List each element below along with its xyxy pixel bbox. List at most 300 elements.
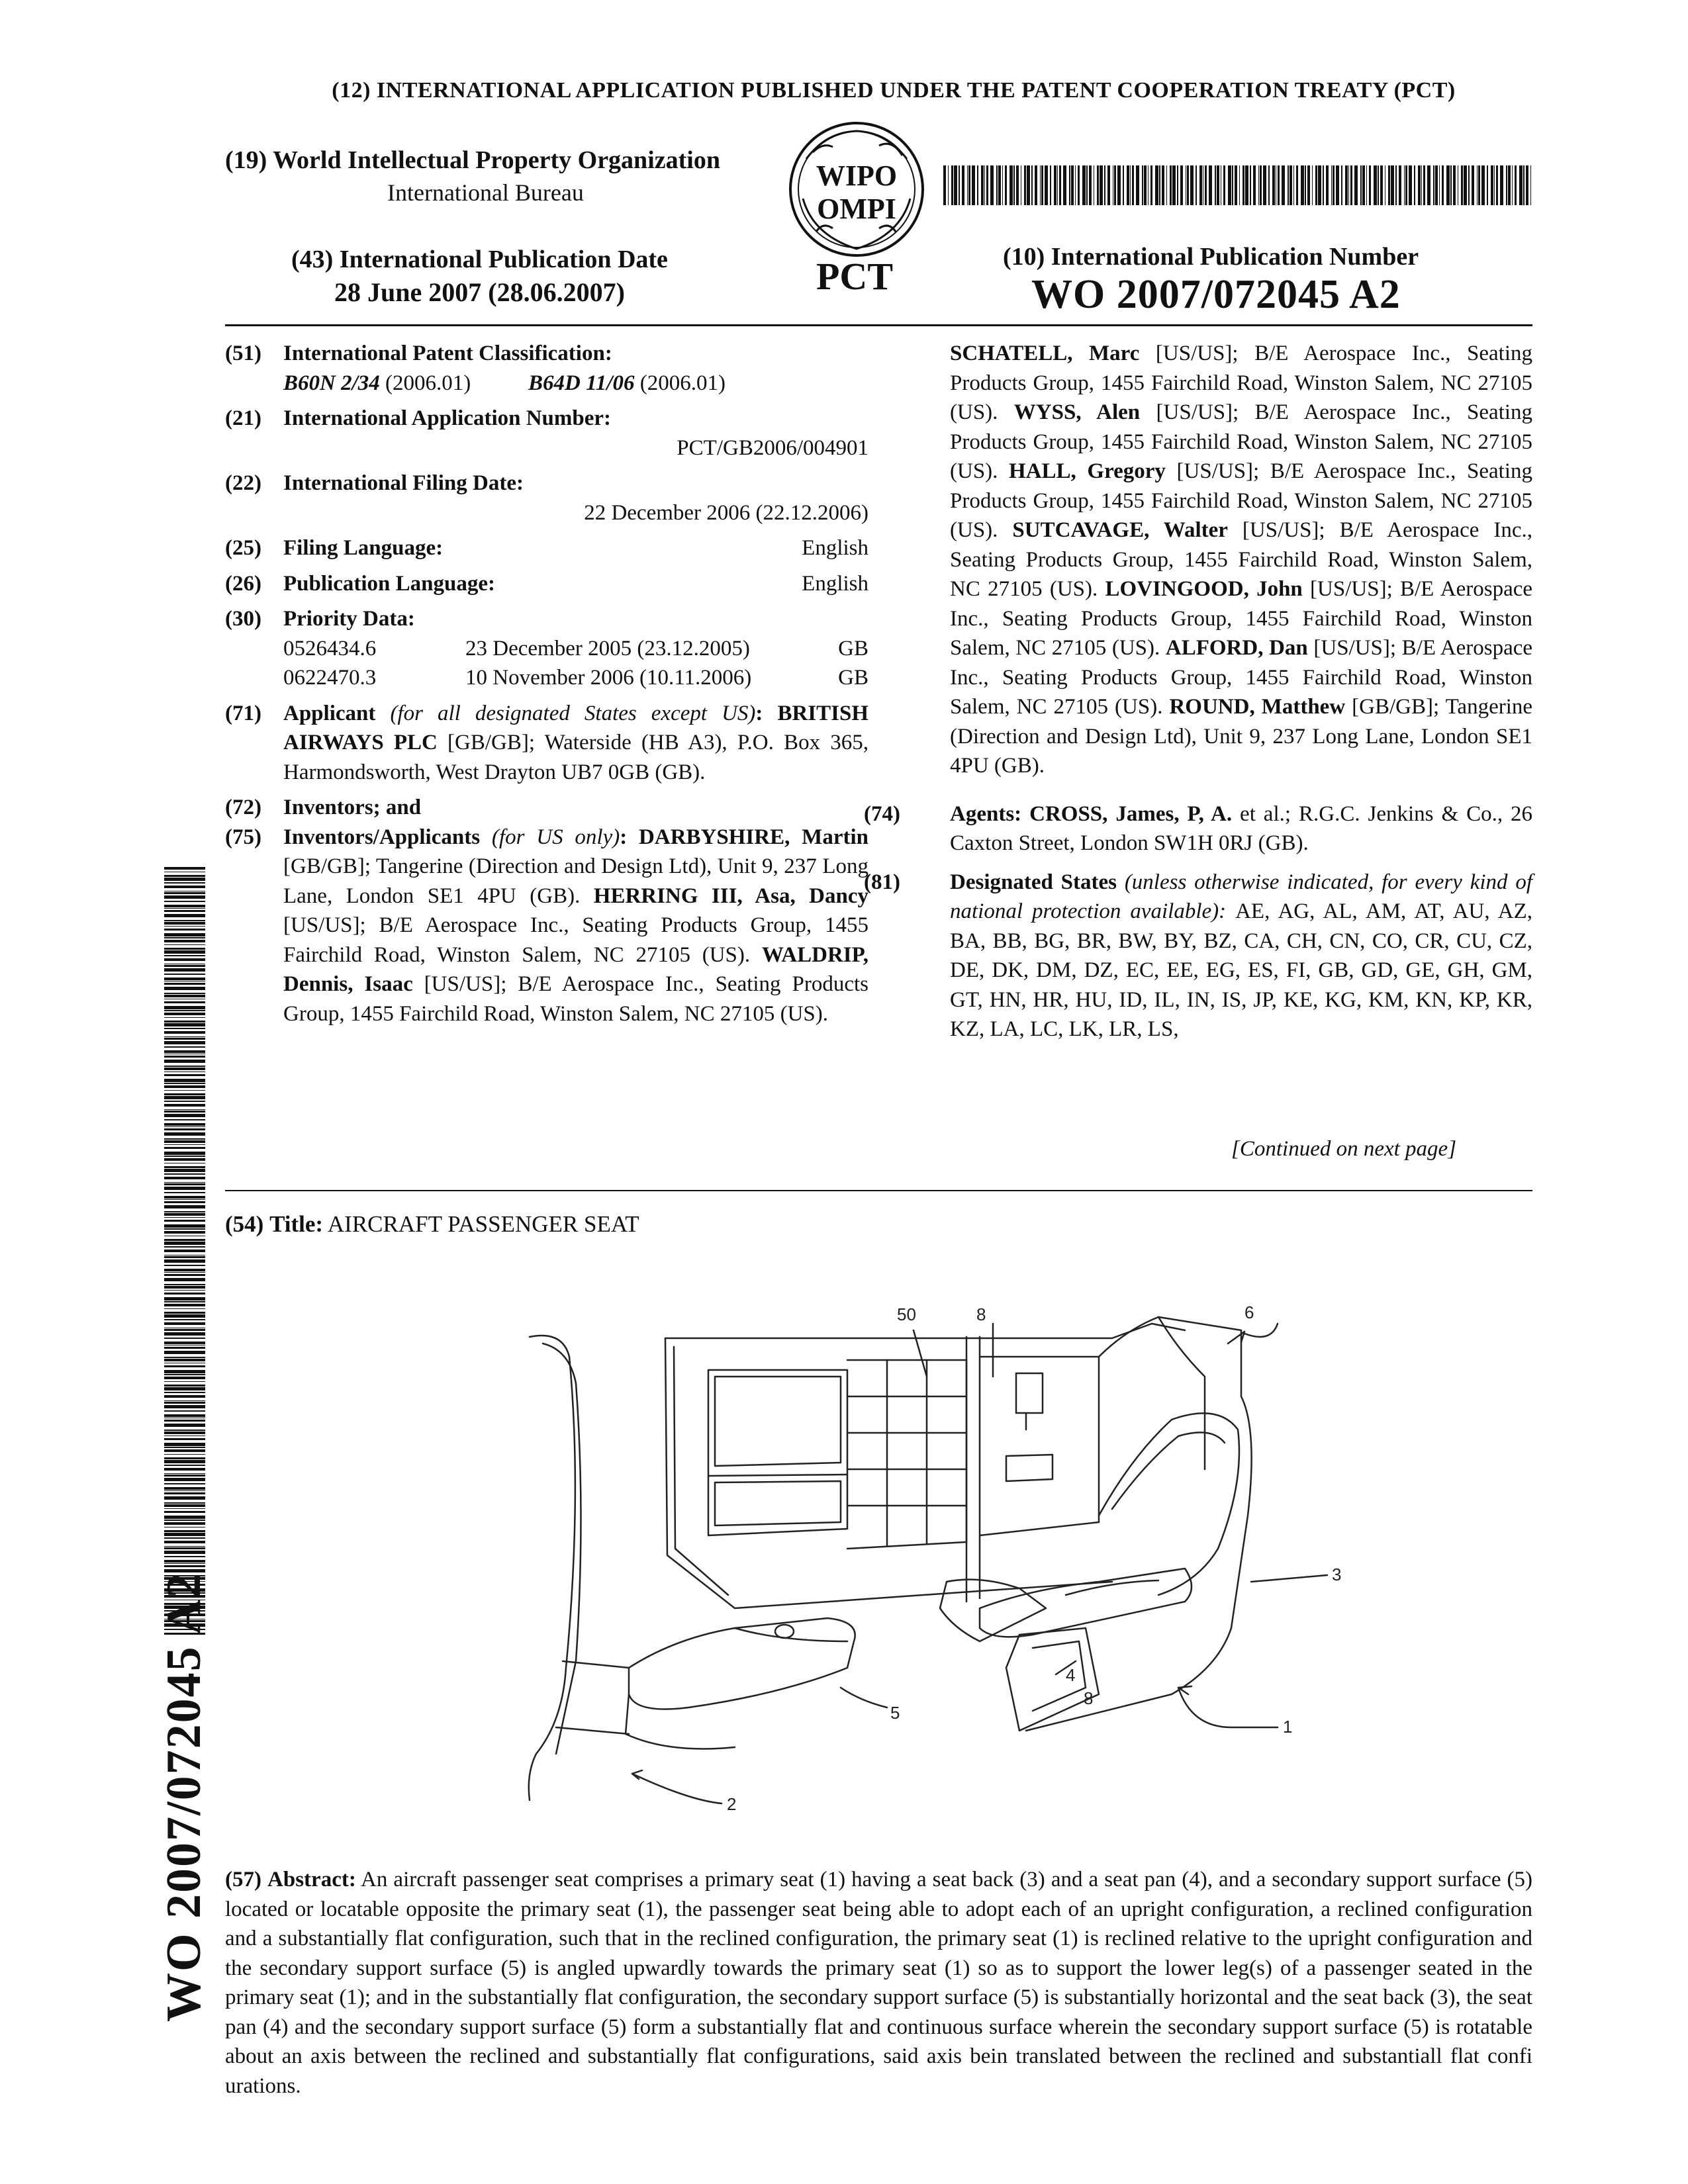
barcode-bar	[972, 165, 975, 205]
seat-drawing-figure	[516, 1297, 1562, 1840]
barcode-bar	[164, 944, 205, 945]
barcode-bar	[1054, 165, 1056, 205]
barcode-bar	[164, 1196, 205, 1199]
treaty-heading: (12) INTERNATIONAL APPLICATION PUBLISHED UNDER THE PATENT COOPERATION TREATY (PCT)	[332, 78, 1456, 103]
barcode-bar	[1144, 165, 1147, 205]
barcode-bar	[1530, 165, 1531, 205]
barcode-bar	[164, 1079, 205, 1082]
field-label: International Patent Classification:	[283, 341, 612, 365]
inventor-details: [US/US]; B/E Aerospace Inc., Seating Products Group, 1455 Fairchild Road, Winston Salem, NC 27105 (US).	[950, 400, 1533, 483]
barcode-bar	[164, 1395, 205, 1398]
barcode-bar	[164, 1487, 205, 1490]
priority-date: 10 November 2006 (10.11.2006)	[465, 666, 752, 690]
barcode-bar	[1123, 165, 1124, 205]
barcode-bar	[164, 1158, 205, 1161]
barcode-bar	[1040, 165, 1041, 205]
barcode-bar	[1190, 165, 1194, 205]
barcode-bar	[1082, 165, 1086, 205]
inventor-details: [US/US]; B/E Aerospace Inc., Seating Products Group, 1455 Fairchild Road, Winston Salem, NC 27105 (US).	[950, 577, 1533, 660]
barcode-bar	[1323, 165, 1324, 205]
barcode-bar	[164, 1038, 205, 1040]
barcode-bar	[1177, 165, 1178, 205]
barcode-bar	[164, 1144, 205, 1145]
barcode-bar	[164, 1119, 205, 1120]
barcode-bar	[1523, 165, 1524, 205]
barcode-bar	[164, 1410, 205, 1412]
barcode-bar	[164, 1147, 205, 1149]
barcode-bar	[164, 1128, 205, 1130]
barcode-bar	[1166, 165, 1167, 205]
barcode-bar	[164, 1090, 205, 1091]
barcode-bar	[164, 1187, 205, 1190]
barcode-bar	[1027, 165, 1030, 205]
barcode-bar	[1078, 165, 1080, 205]
inventors-continued	[950, 339, 1532, 781]
barcode-bar	[1086, 165, 1088, 205]
barcode-bar	[1100, 165, 1103, 205]
figure-reference-label: 5	[890, 1703, 900, 1723]
barcode-bar	[164, 968, 205, 972]
barcode-bar	[164, 1357, 205, 1358]
barcode-bar	[164, 1156, 205, 1157]
barcode-bar	[164, 1166, 205, 1168]
barcode-bar	[164, 1414, 205, 1417]
barcode-bar	[1155, 165, 1158, 205]
field-label: Designated States	[950, 870, 1117, 894]
barcode-bar	[164, 1152, 205, 1155]
barcode-bar	[164, 1370, 205, 1373]
barcode-bar	[164, 1231, 205, 1234]
barcode-bar	[1268, 165, 1270, 205]
barcode-bar	[1461, 165, 1463, 205]
barcode-bar	[164, 1213, 205, 1216]
barcode-bar	[164, 1028, 205, 1029]
barcode-bar	[164, 1250, 205, 1252]
barcode-bar	[1253, 165, 1256, 205]
barcode-bar	[164, 1508, 205, 1509]
barcode-bar	[164, 1516, 205, 1519]
barcode-bar	[1464, 165, 1467, 205]
barcode-bar	[164, 1013, 205, 1015]
barcode-bar	[1350, 165, 1352, 205]
barcode-bar	[164, 878, 205, 881]
field-25	[225, 533, 868, 563]
barcode-bar	[984, 165, 985, 205]
barcode-bar	[1378, 165, 1379, 205]
barcode-bar	[1421, 165, 1422, 205]
inventor-name: DARBYSHIRE, Martin	[639, 825, 868, 849]
barcode-bar	[164, 1201, 205, 1203]
barcode-bar	[1059, 165, 1061, 205]
barcode-bar	[164, 892, 205, 894]
barcode-bar	[1307, 165, 1310, 205]
barcode-bar	[164, 1265, 205, 1266]
barcode-bar	[1427, 165, 1430, 205]
barcode-bar	[164, 933, 205, 936]
barcode-bar	[164, 1533, 205, 1536]
barcode-bar	[1288, 165, 1289, 205]
inventor-details: [US/US]; B/E Aerospace Inc., Seating Products Group, 1455 Fairchild Road, Winston Salem, NC 27105 (US).	[950, 518, 1532, 601]
barcode-bar	[164, 1381, 205, 1382]
field-number: (30)	[225, 607, 261, 631]
barcode-bar	[164, 1083, 205, 1084]
inventor-name: HERRING III, Asa, Dancy	[593, 884, 868, 908]
priority-number: 0622470.3	[283, 666, 377, 690]
barcode-bar	[1450, 165, 1452, 205]
agent-address: et al.; R.G.C. Jenkins & Co., 26 Caxton Street, London SW1H 0RJ (GB).	[950, 801, 1533, 855]
barcode-bar	[968, 165, 970, 205]
barcode-bar	[164, 1560, 205, 1563]
barcode-bar	[164, 1329, 205, 1331]
barcode-bar	[164, 1447, 205, 1448]
barcode-bar	[164, 1031, 205, 1034]
barcode-bar	[164, 1046, 205, 1048]
classification-code: B64D 11/06	[528, 371, 635, 395]
barcode-bar	[164, 1173, 205, 1175]
barcode-bar	[1239, 165, 1240, 205]
barcode-bar	[1491, 165, 1493, 205]
barcode-bar	[164, 1405, 205, 1408]
barcode-bar	[164, 1286, 205, 1289]
barcode-bar	[164, 1274, 205, 1276]
barcode-bar	[164, 958, 205, 961]
barcode-bar	[164, 1036, 205, 1037]
barcode-bar	[164, 1246, 205, 1248]
barcode-bar	[164, 1511, 205, 1513]
barcode-bar	[164, 920, 205, 921]
field-51	[225, 339, 868, 398]
barcode-bar	[164, 1242, 205, 1245]
bibliographic-left-column	[225, 339, 868, 1034]
inventor-name: ALFORD, Dan	[1165, 636, 1308, 660]
barcode-bar	[1293, 165, 1294, 205]
barcode-bar	[164, 1104, 205, 1107]
barcode-bar	[1301, 165, 1304, 205]
barcode-bar	[164, 1023, 205, 1026]
barcode-bar	[1506, 165, 1507, 205]
barcode-bar	[164, 867, 205, 870]
barcode-bar	[1217, 165, 1219, 205]
wipo-seal-logo	[786, 119, 927, 259]
barcode-bar	[164, 1224, 205, 1228]
barcode-bar	[1305, 165, 1306, 205]
inventor-details: [GB/GB]; Tangerine (Direction and Design Ltd), Unit 9, 237 Long Lane, London SE1 4PU (GB).	[283, 854, 868, 908]
barcode-bar	[990, 165, 994, 205]
barcode-bar	[1260, 165, 1262, 205]
barcode-bar	[164, 983, 205, 985]
barcode-bar	[164, 1021, 205, 1023]
barcode-bar	[164, 1050, 205, 1053]
barcode-bar	[1196, 165, 1197, 205]
field-label: Applicant	[283, 701, 376, 725]
barcode-bar	[164, 1301, 205, 1302]
field-number: (22)	[225, 471, 261, 495]
barcode-bar	[164, 1374, 205, 1375]
barcode-bar	[1374, 165, 1377, 205]
barcode-bar	[1508, 165, 1511, 205]
field-75: (75) Inventors/Applicants (for US only): DARBYSHIRE, Martin [GB/GB]; Tangerine (Direction and Design Ltd), Unit 9, 237 Long Lane, London SE1 4PU (GB). HERRING III, Asa, Dancy [US/US]; B/E Aerospace Inc., Seating Products Group, 1455 Fairchild Road, Winston Salem, NC 27105 (US). WALDRIP, Dennis, Isaac [US/US]; B/E Aerospace Inc., Seating Products Group, 1455 Fairchild Road, Winston Salem, NC 27105 (US).	[225, 823, 868, 1029]
barcode-bar	[1228, 165, 1231, 205]
barcode-bar	[1481, 165, 1485, 205]
field-label: Publication Language:	[283, 571, 495, 596]
field-number: (72)	[225, 796, 261, 819]
barcode-bar	[1136, 165, 1139, 205]
field-label: Filing Language:	[283, 536, 444, 560]
barcode-bar	[164, 1400, 205, 1401]
barcode-bar	[1069, 165, 1070, 205]
barcode-bar	[164, 1123, 205, 1126]
side-barcode	[164, 867, 205, 1635]
barcode-bar	[951, 165, 953, 205]
field-number: (74)	[864, 801, 900, 826]
figure-reference-label: 8	[1084, 1688, 1094, 1708]
publication-number-label: (10) International Publication Number	[1003, 243, 1419, 271]
barcode-bar	[164, 1541, 205, 1543]
barcode-bar	[164, 908, 205, 909]
field-number: (51)	[225, 341, 261, 365]
bibliographic-right-column	[864, 339, 1533, 1050]
inventor-details: [US/US]; B/E Aerospace Inc., Seating Products Group, 1455 Fairchild Road, Winston Salem, NC 27105 (US).	[283, 972, 869, 1026]
barcode-bar	[1409, 165, 1412, 205]
barcode-bar	[164, 1502, 205, 1504]
classification-date: (2006.01)	[385, 371, 471, 395]
barcode-bar	[1250, 165, 1251, 205]
figure-reference-label: 2	[727, 1794, 737, 1814]
barcode-bar	[164, 1304, 205, 1306]
barcode-bar	[1278, 165, 1280, 205]
barcode-bar	[164, 1504, 205, 1507]
barcode-bar	[164, 1114, 205, 1117]
barcode-bar	[164, 1342, 205, 1344]
organization-name: (19) World Intellectual Property Organization	[225, 146, 720, 174]
barcode-bar	[1127, 165, 1129, 205]
barcode-bar	[1289, 165, 1292, 205]
priority-date: 23 December 2005 (23.12.2005)	[465, 636, 750, 660]
barcode-bar	[164, 1278, 205, 1281]
agent-name: CROSS, James, P, A.	[1029, 801, 1233, 826]
field-number: (81)	[864, 870, 900, 894]
barcode-bar	[164, 1297, 205, 1300]
barcode-bar	[164, 937, 205, 938]
inventor-name: WALDRIP, Dennis, Isaac	[283, 942, 868, 996]
figure-reference-label: 8	[976, 1304, 986, 1324]
barcode-bar	[1512, 165, 1513, 205]
barcode-bar	[164, 1563, 205, 1564]
barcode-bar	[164, 1006, 205, 1009]
field-number: (57)	[225, 1868, 261, 1891]
barcode-bar	[1162, 165, 1164, 205]
barcode-bar	[1526, 165, 1528, 205]
barcode-bar	[164, 1272, 205, 1273]
barcode-bar	[1107, 165, 1110, 205]
inventor-details: [US/US]; B/E Aerospace Inc., Seating Products Group, 1455 Fairchild Road, Winston Salem, NC 27105 (US).	[283, 913, 868, 967]
barcode-bar	[164, 995, 205, 997]
barcode-bar	[164, 1290, 205, 1291]
barcode-bar	[1312, 165, 1313, 205]
barcode-bar	[164, 1546, 205, 1547]
barcode-bar	[981, 165, 984, 205]
barcode-bar	[962, 165, 964, 205]
barcode-bar	[164, 1438, 205, 1440]
barcode-bar	[1245, 165, 1248, 205]
barcode-bar	[1399, 165, 1401, 205]
barcode-bar	[164, 926, 205, 927]
barcode-bar	[1472, 165, 1474, 205]
priority-row	[283, 663, 868, 693]
applicant-name: BRITISH AIRWAYS PLC	[283, 701, 869, 754]
barcode-bar	[164, 1182, 205, 1183]
barcode-bar	[164, 950, 205, 954]
field-number: (21)	[225, 406, 261, 430]
priority-country: GB	[838, 636, 868, 660]
barcode-bar	[164, 1351, 205, 1354]
barcode-bar	[164, 1460, 205, 1463]
barcode-bar	[1209, 165, 1212, 205]
barcode-bar	[1142, 165, 1143, 205]
barcode-bar	[164, 1496, 205, 1500]
barcode-bar	[164, 1478, 205, 1481]
barcode-bar	[164, 905, 205, 907]
barcode-bar	[164, 1565, 205, 1567]
barcode-bar	[1494, 165, 1495, 205]
barcode-bar	[1002, 165, 1003, 205]
barcode-bar	[164, 1228, 205, 1230]
field-number: (75)	[225, 825, 261, 849]
barcode-bar	[164, 1074, 205, 1076]
barcode-bar	[164, 1547, 205, 1549]
barcode-bar	[164, 993, 205, 994]
barcode-bar	[986, 165, 988, 205]
barcode-bar	[164, 1041, 205, 1044]
barcode-bar	[164, 922, 205, 925]
figure-reference-label: 3	[1332, 1565, 1342, 1584]
barcode-bar	[164, 1377, 205, 1379]
barcode-bar	[164, 1522, 205, 1525]
barcode-bar	[164, 1424, 205, 1427]
barcode-bar	[164, 1314, 205, 1318]
barcode-bar	[1172, 165, 1176, 205]
barcode-bar	[1296, 165, 1298, 205]
barcode-bar	[1089, 165, 1092, 205]
publication-date-label: (43) International Publication Date	[291, 246, 668, 273]
barcode-bar	[1388, 165, 1390, 205]
barcode-bar	[164, 1483, 205, 1484]
inventor-details: [US/US]; B/E Aerospace Inc., Seating Products Group, 1455 Fairchild Road, Winston Salem, NC 27105 (US).	[950, 636, 1533, 719]
inventor-details: [US/US]; B/E Aerospace Inc., Seating Products Group, 1455 Fairchild Road, Winston Salem, NC 27105 (US).	[950, 341, 1533, 424]
barcode-bar	[164, 1140, 205, 1143]
barcode-bar	[164, 1085, 205, 1088]
field-number: (54)	[225, 1211, 264, 1237]
barcode-bar	[164, 1392, 205, 1393]
barcode-bar	[164, 1010, 205, 1011]
barcode-bar	[996, 165, 998, 205]
barcode-bar	[1045, 165, 1048, 205]
barcode-bar	[164, 910, 205, 912]
barcode-bar	[1423, 165, 1425, 205]
barcode-bar	[1013, 165, 1015, 205]
barcode-bar	[1446, 165, 1450, 205]
field-label: Inventors; and	[283, 796, 422, 819]
barcode-bar	[164, 1017, 205, 1018]
barcode-bar	[164, 1132, 205, 1136]
barcode-bar	[1282, 165, 1285, 205]
barcode-bar	[164, 1432, 205, 1434]
barcode-bar	[1199, 165, 1202, 205]
field-qualifier: (unless otherwise indicated, for every kind of national protection available)	[950, 870, 1533, 923]
field-label: Priority Data:	[283, 607, 415, 631]
barcode-bar	[164, 955, 205, 956]
barcode-bar	[977, 165, 978, 205]
field-74	[864, 799, 1532, 858]
barcode-bar	[164, 895, 205, 899]
barcode-bar	[948, 165, 949, 205]
barcode-bar	[1104, 165, 1105, 205]
barcode-bar	[164, 1475, 205, 1477]
barcode-bar	[164, 1183, 205, 1185]
field-number: (26)	[225, 571, 261, 596]
classification-row	[283, 369, 868, 398]
barcode-bar	[1258, 165, 1259, 205]
inventor-name: LOVINGOOD, John	[1105, 577, 1303, 601]
barcode-bar	[164, 1308, 205, 1309]
barcode-bar	[164, 1199, 205, 1200]
field-label: Abstract:	[267, 1868, 356, 1891]
barcode-bar	[943, 165, 946, 205]
barcode-bar	[164, 940, 205, 942]
publication-date: 28 June 2007 (28.06.2007)	[334, 277, 625, 307]
barcode-bar	[1395, 165, 1397, 205]
barcode-bar	[164, 1490, 205, 1491]
barcode-bar	[1050, 165, 1051, 205]
barcode-bar	[1075, 165, 1076, 205]
field-71: (71) Applicant (for all designated States except US): BRITISH AIRWAYS PLC [GB/GB]; Waterside (HB A3), P.O. Box 365, Harmondsworth, West Drayton UB7 0GB (GB).	[225, 699, 868, 788]
barcode-bar	[1035, 165, 1037, 205]
field-number: (25)	[225, 536, 261, 560]
barcode-bar	[1041, 165, 1043, 205]
barcode-bar	[164, 882, 205, 884]
header-rule	[225, 324, 1532, 326]
barcode-bar	[164, 1060, 205, 1063]
priority-number: 0526434.6	[283, 636, 377, 660]
barcode-bar	[1515, 165, 1517, 205]
filing-language: English	[802, 536, 868, 560]
barcode-bar	[1369, 165, 1371, 205]
barcode-bar	[164, 1111, 205, 1113]
svg-text:OMPI: OMPI	[817, 193, 896, 225]
inventor-name: WYSS, Alen	[1013, 400, 1141, 424]
barcode-bar	[164, 1332, 205, 1336]
barcode-bar	[164, 1093, 205, 1095]
barcode-bar	[1187, 165, 1189, 205]
barcode-bar	[164, 965, 205, 967]
barcode-bar	[1435, 165, 1438, 205]
barcode-bar	[1341, 165, 1342, 205]
barcode-bar	[1223, 165, 1225, 205]
barcode-bar	[1360, 165, 1362, 205]
priority-row	[283, 634, 868, 664]
barcode-bar	[164, 1492, 205, 1494]
barcode-bar	[164, 1205, 205, 1208]
field-30	[225, 604, 868, 693]
abstract-text: An aircraft passenger seat comprises a primary seat (1) having a seat back (3) and a seat pan (4), and a secondary support surface (5) located or locatable opposite the primary seat (1), the passenger seat being able to adopt each of an upright configuration, a reclined configuration and a substantially flat configuration, such that in the reclined configuration, the primary seat (1) is reclined relative to the upright configuration and the secondary support surface (5) is angled upwardly towards the primary seat (1) so as to support the lower leg(s) of a passenger seated in the primary seat (1); and in the substantially flat configuration, the secondary support surface (5) is substantially horizontal and the seat back (3), the seat pan (4) and the secondary support surface (5) form a substantially flat and continuous surface wherein the secondary support surface (5) is rotatable about an axis between the reclined and substantially flat configurations, said axis bein translated between the reclined and substantiall flat confi urations.	[225, 1868, 1532, 2098]
figure-reference-label: 1	[1283, 1717, 1293, 1737]
abstract	[225, 1865, 1532, 2101]
barcode-bar	[1318, 165, 1321, 205]
publication-number: WO 2007/072045 A2	[1031, 272, 1401, 317]
figure-reference-label: 50	[897, 1304, 916, 1324]
barcode-bar	[1380, 165, 1383, 205]
barcode-bar	[164, 1402, 205, 1404]
